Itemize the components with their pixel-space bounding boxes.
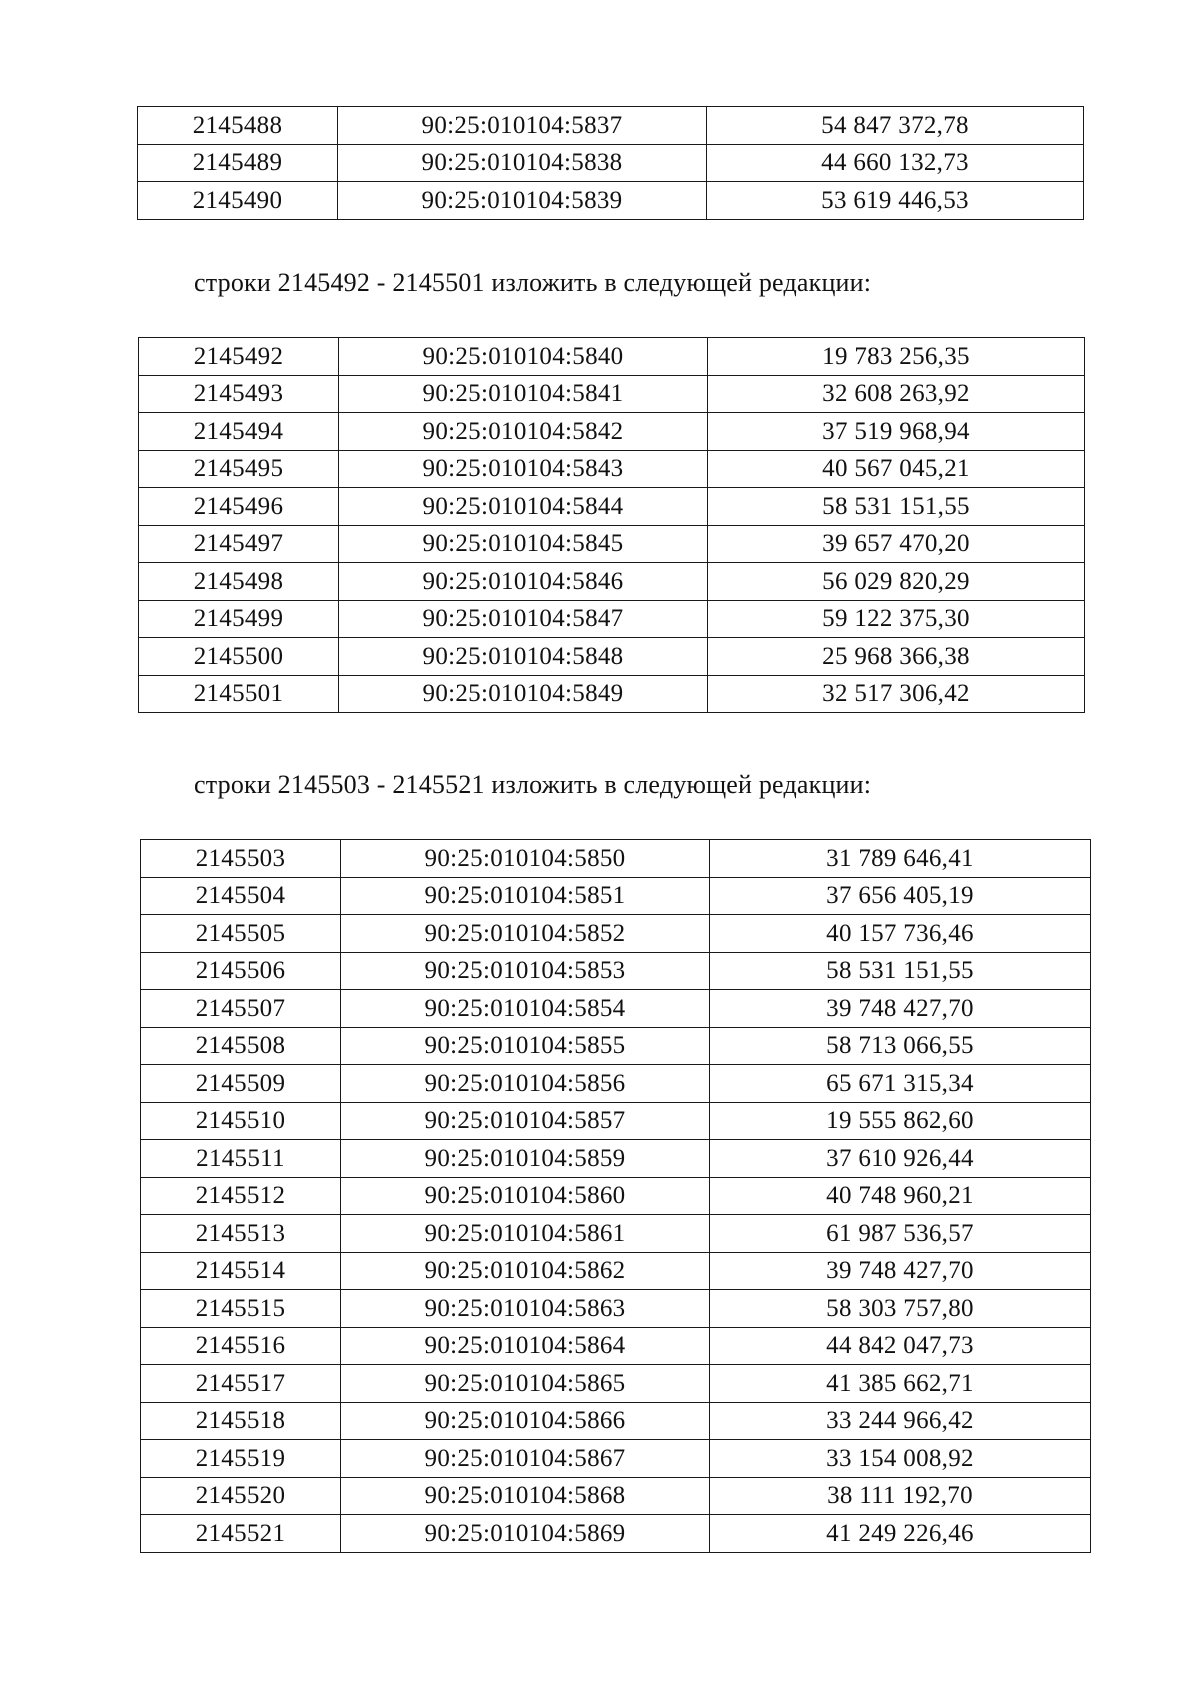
cadastral-value-cell: 56 029 820,29	[708, 563, 1085, 601]
cadastral-number-cell: 90:25:010104:5853	[341, 952, 710, 990]
table-row	[141, 952, 1091, 990]
row-number-cell: 2145493	[139, 375, 339, 413]
table-row	[139, 638, 1085, 676]
cadastral-value-cell: 44 660 132,73	[707, 144, 1084, 182]
cadastral-number-cell: 90:25:010104:5838	[338, 144, 707, 182]
cadastral-number-cell: 90:25:010104:5837	[338, 107, 707, 145]
cadastral-number-cell: 90:25:010104:5869	[341, 1515, 710, 1553]
cadastral-number-cell: 90:25:010104:5843	[339, 450, 708, 488]
table-row	[139, 338, 1085, 376]
row-number-cell: 2145494	[139, 413, 339, 451]
cadastral-value-cell: 25 968 366,38	[708, 638, 1085, 676]
cadastral-number-cell: 90:25:010104:5865	[341, 1365, 710, 1403]
cadastral-value-cell: 61 987 536,57	[710, 1215, 1091, 1253]
row-number-cell: 2145492	[139, 338, 339, 376]
table-3	[140, 839, 1091, 1553]
row-number-cell: 2145497	[139, 525, 339, 563]
row-number-cell: 2145506	[141, 952, 341, 990]
row-number-cell: 2145489	[138, 144, 338, 182]
row-number-cell: 2145513	[141, 1215, 341, 1253]
row-number-cell: 2145512	[141, 1177, 341, 1215]
cadastral-number-cell: 90:25:010104:5852	[341, 915, 710, 953]
cadastral-value-cell: 37 519 968,94	[708, 413, 1085, 451]
row-number-cell: 2145515	[141, 1290, 341, 1328]
table-row	[139, 488, 1085, 526]
cadastral-value-cell: 38 111 192,70	[710, 1477, 1091, 1515]
table-row	[139, 450, 1085, 488]
cadastral-number-cell: 90:25:010104:5847	[339, 600, 708, 638]
cadastral-number-cell: 90:25:010104:5845	[339, 525, 708, 563]
row-number-cell: 2145517	[141, 1365, 341, 1403]
cadastral-value-cell: 41 249 226,46	[710, 1515, 1091, 1553]
table-row	[141, 1327, 1091, 1365]
table-row	[141, 1065, 1091, 1103]
table-row	[139, 563, 1085, 601]
table-row	[139, 525, 1085, 563]
row-number-cell: 2145490	[138, 182, 338, 220]
cadastral-number-cell: 90:25:010104:5851	[341, 877, 710, 915]
table-row	[141, 1252, 1091, 1290]
cadastral-value-cell: 40 748 960,21	[710, 1177, 1091, 1215]
amendment-note-1: строки 2145492 - 2145501 изложить в следующей редакции:	[194, 268, 872, 297]
cadastral-number-cell: 90:25:010104:5857	[341, 1102, 710, 1140]
cadastral-value-cell: 58 303 757,80	[710, 1290, 1091, 1328]
cadastral-number-cell: 90:25:010104:5846	[339, 563, 708, 601]
table-row	[141, 1402, 1091, 1440]
cadastral-number-cell: 90:25:010104:5861	[341, 1215, 710, 1253]
table-row	[141, 1365, 1091, 1403]
cadastral-number-cell: 90:25:010104:5854	[341, 990, 710, 1028]
table-row	[141, 877, 1091, 915]
cadastral-number-cell: 90:25:010104:5841	[339, 375, 708, 413]
table-2	[138, 337, 1085, 713]
cadastral-value-cell: 37 656 405,19	[710, 877, 1091, 915]
cadastral-value-cell: 58 713 066,55	[710, 1027, 1091, 1065]
row-number-cell: 2145510	[141, 1102, 341, 1140]
row-number-cell: 2145504	[141, 877, 341, 915]
cadastral-number-cell: 90:25:010104:5849	[339, 675, 708, 713]
cadastral-value-cell: 33 154 008,92	[710, 1440, 1091, 1478]
table-row	[139, 600, 1085, 638]
cadastral-number-cell: 90:25:010104:5863	[341, 1290, 710, 1328]
cadastral-number-cell: 90:25:010104:5867	[341, 1440, 710, 1478]
cadastral-number-cell: 90:25:010104:5864	[341, 1327, 710, 1365]
row-number-cell: 2145514	[141, 1252, 341, 1290]
table-row	[141, 1440, 1091, 1478]
row-number-cell: 2145495	[139, 450, 339, 488]
row-number-cell: 2145520	[141, 1477, 341, 1515]
table-row	[139, 375, 1085, 413]
row-number-cell: 2145516	[141, 1327, 341, 1365]
table-row	[141, 840, 1091, 878]
table-row	[141, 1027, 1091, 1065]
table-row	[141, 915, 1091, 953]
row-number-cell: 2145488	[138, 107, 338, 145]
row-number-cell: 2145511	[141, 1140, 341, 1178]
cadastral-number-cell: 90:25:010104:5848	[339, 638, 708, 676]
cadastral-value-cell: 33 244 966,42	[710, 1402, 1091, 1440]
row-number-cell: 2145519	[141, 1440, 341, 1478]
table-row	[138, 182, 1084, 220]
table-row	[138, 107, 1084, 145]
table-row	[141, 1477, 1091, 1515]
cadastral-value-cell: 39 748 427,70	[710, 1252, 1091, 1290]
cadastral-value-cell: 58 531 151,55	[710, 952, 1091, 990]
cadastral-value-cell: 32 517 306,42	[708, 675, 1085, 713]
cadastral-value-cell: 54 847 372,78	[707, 107, 1084, 145]
table-row	[141, 1515, 1091, 1553]
amendment-note-2: строки 2145503 - 2145521 изложить в следующей редакции:	[194, 770, 872, 799]
table-row	[141, 1102, 1091, 1140]
row-number-cell: 2145521	[141, 1515, 341, 1553]
table-row	[141, 1140, 1091, 1178]
cadastral-value-cell: 19 555 862,60	[710, 1102, 1091, 1140]
cadastral-value-cell: 39 748 427,70	[710, 990, 1091, 1028]
cadastral-value-cell: 39 657 470,20	[708, 525, 1085, 563]
row-number-cell: 2145499	[139, 600, 339, 638]
row-number-cell: 2145498	[139, 563, 339, 601]
row-number-cell: 2145496	[139, 488, 339, 526]
table-row	[138, 144, 1084, 182]
table-row	[141, 1290, 1091, 1328]
table-row	[141, 1215, 1091, 1253]
row-number-cell: 2145518	[141, 1402, 341, 1440]
row-number-cell: 2145500	[139, 638, 339, 676]
cadastral-number-cell: 90:25:010104:5840	[339, 338, 708, 376]
cadastral-number-cell: 90:25:010104:5859	[341, 1140, 710, 1178]
table-row	[141, 990, 1091, 1028]
cadastral-number-cell: 90:25:010104:5842	[339, 413, 708, 451]
cadastral-value-cell: 37 610 926,44	[710, 1140, 1091, 1178]
cadastral-number-cell: 90:25:010104:5855	[341, 1027, 710, 1065]
cadastral-number-cell: 90:25:010104:5850	[341, 840, 710, 878]
cadastral-value-cell: 58 531 151,55	[708, 488, 1085, 526]
cadastral-value-cell: 32 608 263,92	[708, 375, 1085, 413]
cadastral-number-cell: 90:25:010104:5862	[341, 1252, 710, 1290]
row-number-cell: 2145503	[141, 840, 341, 878]
cadastral-number-cell: 90:25:010104:5866	[341, 1402, 710, 1440]
row-number-cell: 2145508	[141, 1027, 341, 1065]
cadastral-value-cell: 41 385 662,71	[710, 1365, 1091, 1403]
cadastral-value-cell: 31 789 646,41	[710, 840, 1091, 878]
table-1	[137, 106, 1084, 220]
cadastral-number-cell: 90:25:010104:5844	[339, 488, 708, 526]
row-number-cell: 2145501	[139, 675, 339, 713]
row-number-cell: 2145507	[141, 990, 341, 1028]
cadastral-number-cell: 90:25:010104:5860	[341, 1177, 710, 1215]
cadastral-value-cell: 65 671 315,34	[710, 1065, 1091, 1103]
cadastral-value-cell: 40 157 736,46	[710, 915, 1091, 953]
cadastral-number-cell: 90:25:010104:5839	[338, 182, 707, 220]
cadastral-value-cell: 53 619 446,53	[707, 182, 1084, 220]
table-row	[141, 1177, 1091, 1215]
cadastral-value-cell: 44 842 047,73	[710, 1327, 1091, 1365]
cadastral-value-cell: 19 783 256,35	[708, 338, 1085, 376]
table-row	[139, 413, 1085, 451]
cadastral-value-cell: 40 567 045,21	[708, 450, 1085, 488]
cadastral-value-cell: 59 122 375,30	[708, 600, 1085, 638]
table-row	[139, 675, 1085, 713]
cadastral-number-cell: 90:25:010104:5868	[341, 1477, 710, 1515]
row-number-cell: 2145509	[141, 1065, 341, 1103]
cadastral-number-cell: 90:25:010104:5856	[341, 1065, 710, 1103]
row-number-cell: 2145505	[141, 915, 341, 953]
